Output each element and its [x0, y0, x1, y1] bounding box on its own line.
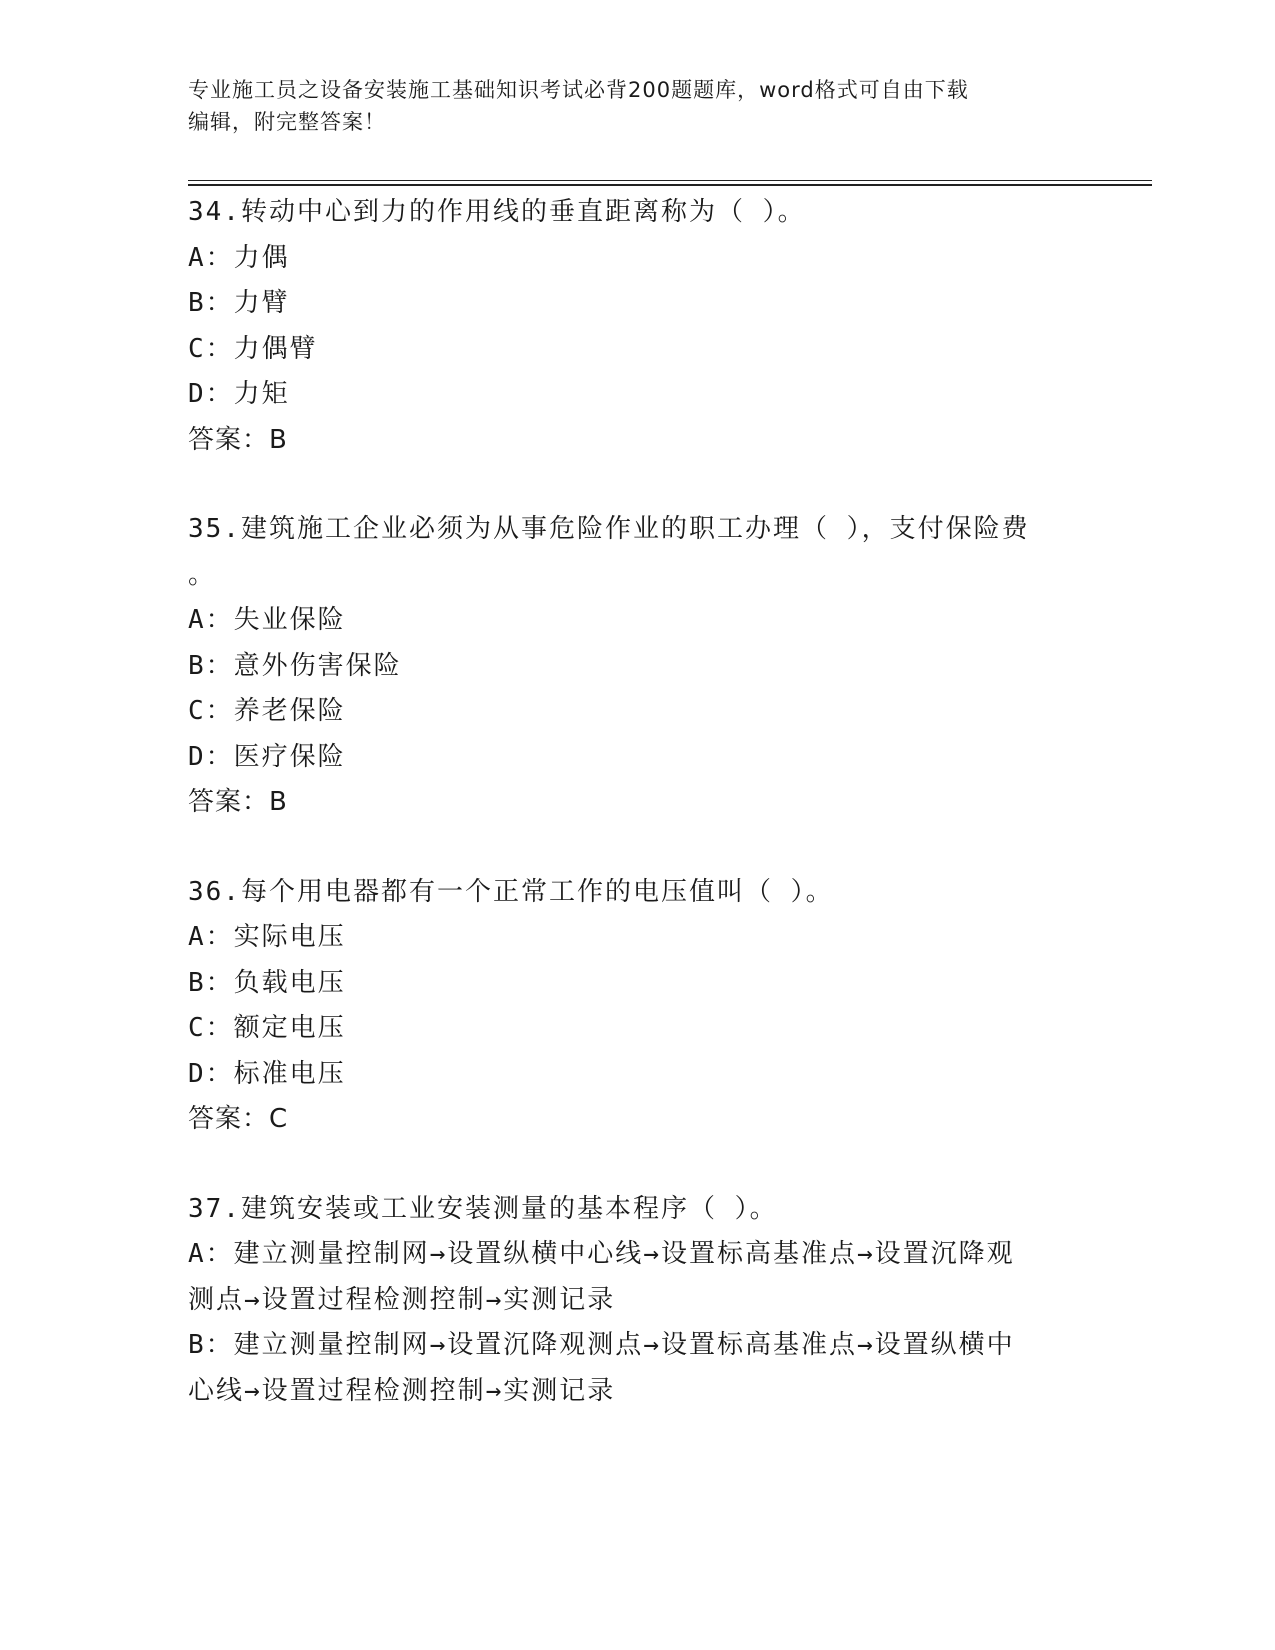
option-label: D： [188, 1058, 234, 1089]
option-text: 医疗保险 [233, 741, 346, 772]
question-36 [188, 870, 1088, 1143]
header-line-1: 专业施工员之设备安装施工基础知识考试必背200题题库，word格式可自由下载 [188, 78, 969, 102]
question-stem: 37.建筑安装或工业安装测量的基本程序（ ）。 [188, 1193, 778, 1224]
option-label: A： [188, 605, 234, 635]
option-label: C： [188, 1013, 234, 1043]
header-divider-thick [188, 184, 1152, 186]
option-b-continuation: 心线→设置过程检测控制→实测记录 [188, 1375, 616, 1406]
question-stem-continuation: 。 [188, 559, 217, 590]
question-34 [188, 190, 1088, 463]
option-text: 实际电压 [233, 922, 346, 952]
question-37 [188, 1187, 1088, 1415]
option-label: B： [188, 288, 234, 318]
document-header [188, 74, 1068, 138]
option-a [188, 236, 1088, 282]
question-stem: 35.建筑施工企业必须为从事危险作业的职工办理（ ），支付保险费 [188, 514, 1030, 544]
option-d [188, 372, 1088, 418]
option-text: 标准电压 [233, 1058, 346, 1089]
header-divider-thin [188, 180, 1152, 181]
option-label: C： [188, 333, 234, 364]
option-label: A： [188, 1239, 234, 1269]
option-text: 力偶 [233, 242, 290, 273]
option-c [188, 689, 1088, 735]
option-text: 失业保险 [233, 605, 346, 635]
question-stem: 36.每个用电器都有一个正常工作的电压值叫（ ）。 [188, 876, 834, 907]
question-stem: 34.转动中心到力的作用线的垂直距离称为（ ）。 [188, 197, 806, 227]
option-label: B： [188, 1330, 234, 1360]
option-d [188, 1052, 1088, 1098]
option-text: 建立测量控制网→设置沉降观测点→设置标高基准点→设置纵横中 [233, 1330, 1015, 1360]
option-label: A： [188, 922, 234, 952]
option-b [188, 281, 1088, 327]
answer: 答案：C [188, 1104, 289, 1134]
option-text: 建立测量控制网→设置纵横中心线→设置标高基准点→设置沉降观 [233, 1239, 1015, 1269]
option-a-continuation: 测点→设置过程检测控制→实测记录 [188, 1284, 616, 1315]
option-text: 力偶臂 [233, 333, 318, 364]
header-line-2: 编辑，附完整答案！ [188, 110, 386, 134]
option-a [188, 598, 1088, 644]
answer: 答案：B [188, 787, 288, 817]
option-label: D： [188, 741, 234, 772]
option-label: C： [188, 696, 234, 726]
option-a [188, 915, 1088, 961]
option-b [188, 1323, 1088, 1369]
questions-list [188, 190, 1088, 1458]
option-d [188, 735, 1088, 781]
option-text: 养老保险 [233, 696, 346, 726]
answer: 答案：B [188, 424, 288, 455]
option-label: D： [188, 379, 234, 409]
question-35 [188, 507, 1088, 826]
option-label: B： [188, 967, 234, 998]
option-a [188, 1232, 1088, 1278]
option-text: 力臂 [233, 288, 290, 318]
option-text: 力矩 [233, 379, 290, 409]
option-text: 意外伤害保险 [233, 650, 402, 681]
option-text: 负载电压 [233, 967, 346, 998]
option-label: B： [188, 650, 234, 681]
option-b [188, 644, 1088, 690]
option-label: A： [188, 242, 234, 273]
option-text: 额定电压 [233, 1013, 346, 1043]
option-c [188, 327, 1088, 373]
option-b [188, 961, 1088, 1007]
option-c [188, 1006, 1088, 1052]
